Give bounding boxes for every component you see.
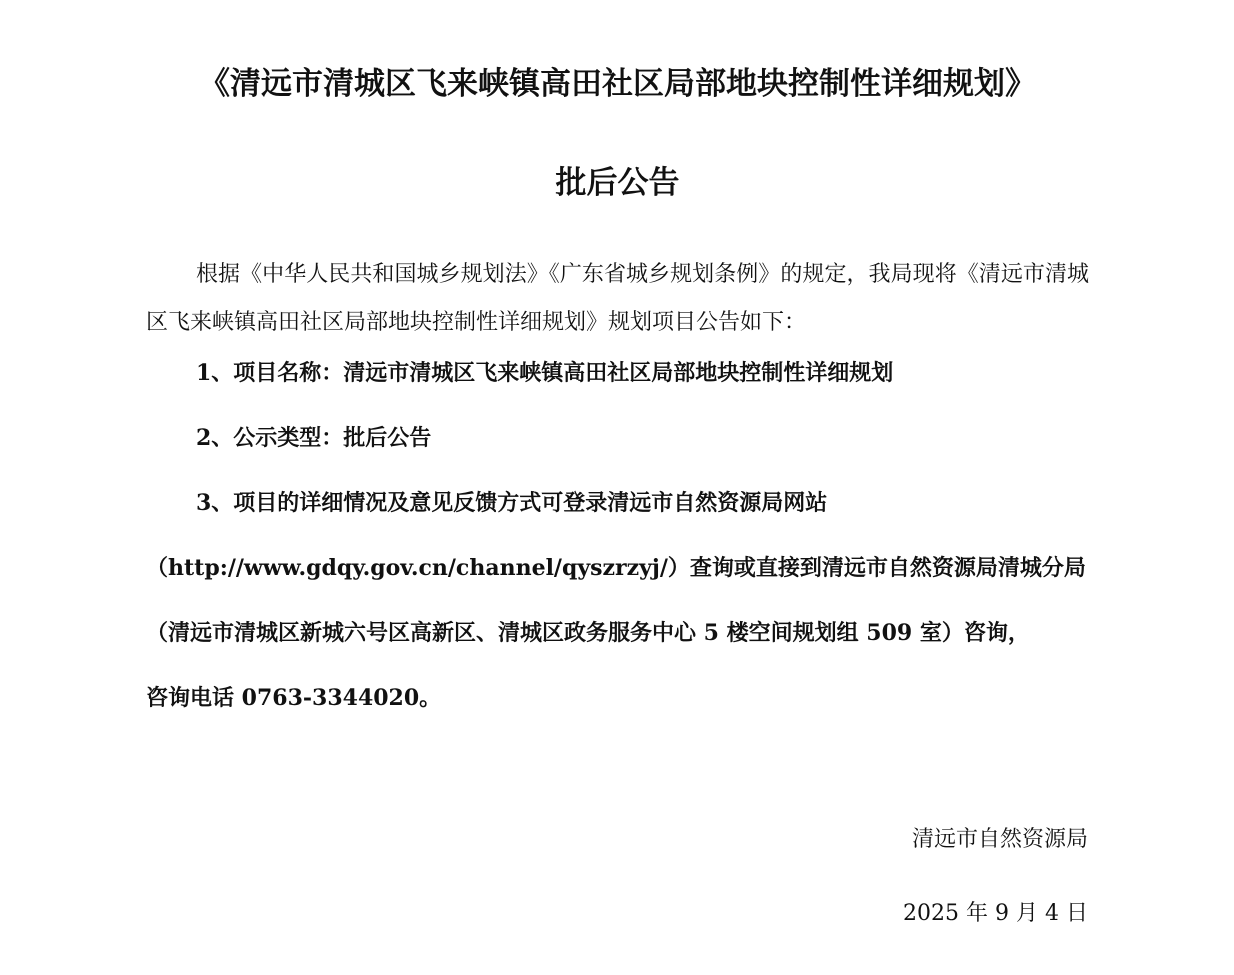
document-title: 《清远市清城区飞来峡镇高田社区局部地块控制性详细规划》	[199, 66, 1036, 102]
document-subtitle: 批后公告	[555, 165, 680, 201]
item-notice-type: 2、公示类型：批后公告	[196, 425, 432, 451]
item-details-line-4: 咨询电话 0763-3344020。	[146, 685, 442, 711]
item-details-line-3: （清远市清城区新城六号区高新区、清城区政务服务中心 5 楼空间规划组 509 室）咨询，	[146, 620, 1030, 646]
issuer-signature: 清远市自然资源局	[911, 827, 1088, 852]
issue-date: 2025 年 9 月 4 日	[903, 901, 1088, 926]
intro-paragraph: 根据《中华人民共和国城乡规划法》《广东省城乡规划条例》的规定，我局现将《清远市清城区飞来峡镇高田社区局部地块控制性详细规划》规划项目公告如下：	[146, 262, 1089, 335]
item-project-name: 1、项目名称：清远市清城区飞来峡镇高田社区局部地块控制性详细规划	[196, 360, 894, 386]
item-details-line-1: 3、项目的详细情况及意见反馈方式可登录清远市自然资源局网站	[196, 490, 828, 516]
item-details-line-2: （http://www.gdqy.gov.cn/channel/qyszrzyj/）查询或直接到清远市自然资源局清城分局	[146, 555, 1086, 581]
